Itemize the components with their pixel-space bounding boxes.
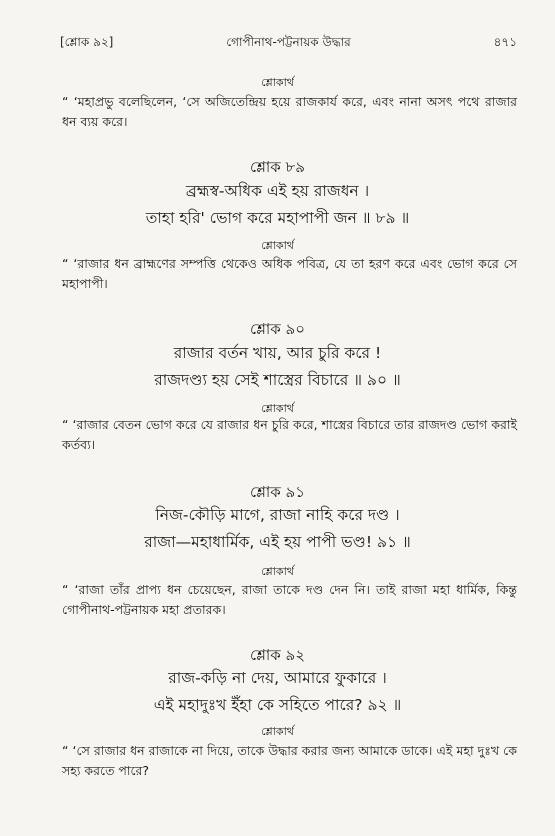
verse-heading: শ্লোক ৯০ [250, 320, 305, 338]
verse-line: রাজার বর্তন খায়, আর চুরি করে ! [173, 344, 382, 362]
verse-heading: শ্লোক ৯২ [250, 646, 305, 664]
verse-heading: শ্লোক ৮৯ [250, 158, 305, 176]
translation-text: “ ‘রাজার ধন ব্রাহ্মণের সম্পত্তি থেকেও অধিক পবিত্র, যে তা হরণ করে এবং ভোগ করে সে মহাপাপী। [62, 256, 517, 291]
translation-label: শ্লোকার্থ [261, 725, 294, 738]
translation-text: “ ‘রাজা তাঁর প্রাপ্য ধন চেয়েছেন, রাজা তাকে দণ্ড দেন নি। তাই রাজা মহা ধার্মিক, কিন্তু গোপীনাথ-পট্টনায়ক মহা প্রতারক। [62, 582, 517, 617]
header-verse-ref: [শ্লোক ৯২] [60, 35, 114, 49]
translation-label: শ্লোকার্থ [261, 565, 294, 578]
verse-heading: শ্লোক ৯১ [250, 483, 305, 501]
verse-line: ব্রহ্মস্ব-অধিক এই হয় রাজধন । [185, 182, 370, 200]
translation-label: শ্লোকার্থ [261, 402, 294, 415]
translation-text: “ ‘মহাপ্রভু বলেছিলেন, ‘সে অজিতেন্দ্রিয় হয়ে রাজকার্য করে, এবং নানা অসৎ পথে রাজার ধন ব্যয় করে। [62, 94, 517, 129]
verse-line: তাহা হরি' ভোগ করে মহাপাপী জন ॥ ৮৯ ॥ [145, 209, 410, 227]
page-number: ৪৭১ [493, 35, 517, 49]
header-chapter-title: গোপীনাথ-পট্টনায়ক উদ্ধার [226, 35, 351, 49]
verse-line: নিজ-কৌড়ি মাগে, রাজা নাহি করে দণ্ড । [155, 506, 400, 524]
translation-text: “ ‘রাজার বেতন ভোগ করে যে রাজার ধন চুরি করে, শাস্ত্রের বিচারে তার রাজদণ্ড ভোগ করাই কর্তব্য। [62, 417, 517, 452]
translation-label: শ্লোকার্থ [261, 239, 294, 252]
translation-text: “ ‘সে রাজার ধন রাজাকে না দিয়ে, তাকে উদ্ধার করার জন্য আমাকে ডাকে। এই মহা দুঃখ কে সহ্য করতে পারে? [62, 743, 517, 778]
translation-label: শ্লোকার্থ [261, 76, 294, 89]
verse-line: রাজা—মহাধার্মিক, এই হয় পাপী ভণ্ড! ৯১ ॥ [144, 533, 411, 551]
verse-line: রাজ-কড়ি না দেয়, আমারে ফুকারে । [168, 669, 387, 687]
verse-line: এই মহাদুঃখ ইঁহা কে সহিতে পারে? ৯২ ॥ [153, 696, 402, 714]
verse-line: রাজদণ্ড্য হয় সেই শাস্ত্রের বিচারে ॥ ৯০ ॥ [154, 371, 401, 389]
running-header [60, 34, 517, 54]
